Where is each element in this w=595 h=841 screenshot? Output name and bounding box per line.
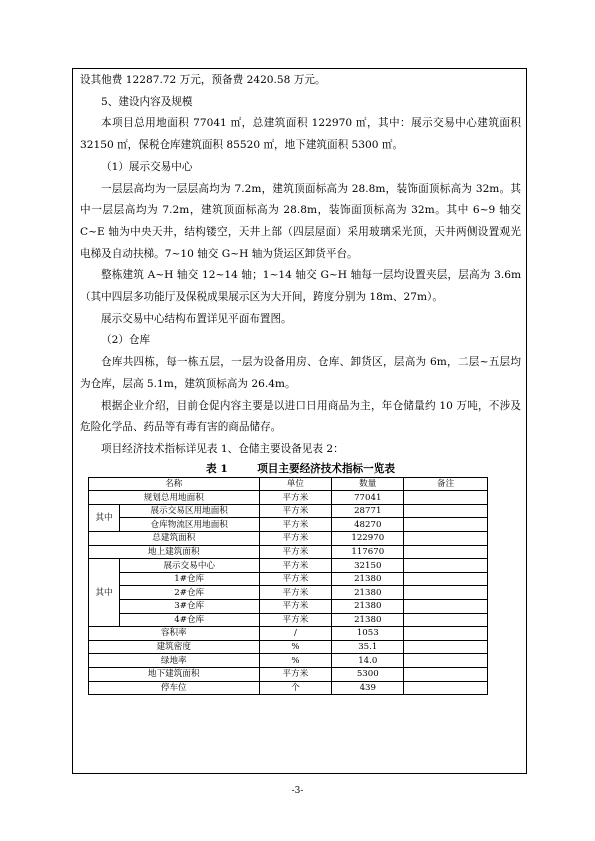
table-row	[89, 667, 488, 681]
cell-name: 地上建筑面积	[89, 545, 260, 559]
paragraph-structure-note: 展示交易中心结构布置详见平面布置图。	[101, 312, 292, 325]
paragraph-table-intro: 项目经济技术指标详见表 1、仓储主要设备见表 2：	[101, 442, 344, 455]
cell-unit: %	[259, 640, 332, 654]
cell-name: 容积率	[89, 627, 260, 641]
table-row	[89, 654, 488, 668]
cell-name: 仓库物流区用地面积	[119, 518, 259, 532]
table-number: 表 1	[206, 462, 228, 475]
table-row	[89, 613, 488, 627]
cell-unit: 平方米	[259, 613, 332, 627]
cell-note	[404, 518, 488, 532]
cell-name: 绿地率	[89, 654, 260, 668]
table-row	[89, 586, 488, 600]
table-row	[89, 572, 488, 586]
group-label: 其中	[89, 504, 120, 531]
cell-name: 建筑密度	[89, 640, 260, 654]
cell-qty: 439	[332, 681, 404, 695]
cell-qty: 28771	[332, 504, 404, 518]
table-row	[89, 627, 488, 641]
cell-unit: 平方米	[259, 532, 332, 546]
header-name: 名称	[89, 477, 260, 491]
cell-qty: 21380	[332, 586, 404, 600]
cell-unit: 平方米	[259, 572, 332, 586]
table-title: 项目主要经济技术指标一览表	[257, 462, 395, 475]
cell-unit: 平方米	[259, 586, 332, 600]
cell-unit: 平方米	[259, 518, 332, 532]
cell-name: 3#仓库	[119, 600, 259, 614]
cell-note	[404, 654, 488, 668]
cell-qty: 1053	[332, 627, 404, 641]
cell-qty: 14.0	[332, 654, 404, 668]
cell-note	[404, 572, 488, 586]
header-note: 备注	[404, 477, 488, 491]
cell-note	[404, 600, 488, 614]
cell-unit: 平方米	[259, 545, 332, 559]
table-header-row	[89, 477, 488, 491]
cell-qty: 35.1	[332, 640, 404, 654]
group-label: 其中	[89, 559, 120, 627]
cell-name: 展示交易区用地面积	[119, 504, 259, 518]
cell-note	[404, 627, 488, 641]
cell-note	[404, 532, 488, 546]
cell-qty: 5300	[332, 667, 404, 681]
cell-note	[404, 613, 488, 627]
paragraph-area: 本项目总用地面积 77041 ㎡，总建筑面积 122970 ㎡，其中：展示交易中心建筑面积 32150 ㎡，保税仓库建筑面积 85520 ㎡，地下建筑面积 5300 ㎡。	[80, 117, 521, 152]
cell-name: 展示交易中心	[119, 559, 259, 573]
indicator-table	[88, 477, 488, 696]
table-row	[89, 532, 488, 546]
cell-qty: 21380	[332, 572, 404, 586]
table-row	[89, 491, 488, 505]
document-body	[80, 70, 521, 695]
cell-qty: 48270	[332, 518, 404, 532]
paragraph-mezzanine: 整栋建筑 A~H 轴交 12~14 轴；1~14 轴交 G~H 轴每一层均设置夹层，层高为 3.6m（其中四层多功能厅及保税成果展示区为大开间，跨度分别为 18m、27m）。	[80, 269, 521, 304]
cell-unit: %	[259, 654, 332, 668]
paragraph-cost: 设其他费 12287.72 万元，预备费 2420.58 万元。	[80, 74, 326, 86]
cell-note	[404, 640, 488, 654]
cell-note	[404, 545, 488, 559]
cell-unit: 平方米	[259, 504, 332, 518]
cell-unit: 平方米	[259, 600, 332, 614]
cell-note	[404, 559, 488, 573]
header-unit: 单位	[259, 477, 332, 491]
subheading-warehouse: （2）仓库	[101, 334, 151, 347]
cell-qty: 122970	[332, 532, 404, 546]
cell-name: 地下建筑面积	[89, 667, 260, 681]
cell-qty: 32150	[332, 559, 404, 573]
cell-unit: 平方米	[259, 491, 332, 505]
header-qty: 数量	[332, 477, 404, 491]
table-row	[89, 518, 488, 532]
cell-name: 规划总用地面积	[89, 491, 260, 505]
cell-qty: 21380	[332, 600, 404, 614]
table-caption	[80, 461, 521, 477]
cell-unit: 平方米	[259, 559, 332, 573]
cell-name: 停车位	[89, 681, 260, 695]
cell-name: 1#仓库	[119, 572, 259, 586]
cell-note	[404, 504, 488, 518]
cell-note	[404, 667, 488, 681]
cell-name: 4#仓库	[119, 613, 259, 627]
section-heading-construction: 5、建设内容及规模	[101, 95, 193, 108]
cell-unit: 个	[259, 681, 332, 695]
table-row	[89, 681, 488, 695]
cell-note	[404, 491, 488, 505]
table-row	[89, 640, 488, 654]
table-row	[89, 504, 488, 518]
paragraph-warehouse: 仓库共四栋，每一栋五层，一层为设备用房、仓库、卸货区，层高为 6m，二层~五层均为仓库，层高 5.1m，建筑顶标高为 26.4m。	[80, 356, 521, 390]
cell-qty: 117670	[332, 545, 404, 559]
table-row	[89, 545, 488, 559]
cell-note	[404, 586, 488, 600]
cell-name: 2#仓库	[119, 586, 259, 600]
cell-name: 总建筑面积	[89, 532, 260, 546]
paragraph-storage: 根据企业介绍，目前仓促内容主要是以进口日用商品为主，年仓储量约 10 万吨，不涉及危险化学品、药品等有毒有害的商品储存。	[80, 399, 521, 434]
page-number: -3-	[291, 786, 304, 796]
cell-qty: 21380	[332, 613, 404, 627]
paragraph-floor-height: 一层层高均为一层层高均为 7.2m，建筑顶面标高为 28.8m，装饰面顶标高为 32m。其中一层层高均为 7.2m，建筑顶面标高为 28.8m，装饰面顶标高为 32m。其中 6~9 轴交 C~E 轴为中央天井，结构镂空，天井上部（四层屋面）采用玻璃采光顶，天井两侧设置观光电梯及自动扶梯。7~10 轴交 G~H 轴为货运区卸货平台。	[80, 182, 521, 260]
cell-qty: 77041	[332, 491, 404, 505]
table-row	[89, 559, 488, 573]
cell-note	[404, 681, 488, 695]
table-row	[89, 600, 488, 614]
cell-unit: 平方米	[259, 667, 332, 681]
subheading-exhibition-center: （1）展示交易中心	[101, 160, 193, 173]
cell-unit: /	[259, 627, 332, 641]
